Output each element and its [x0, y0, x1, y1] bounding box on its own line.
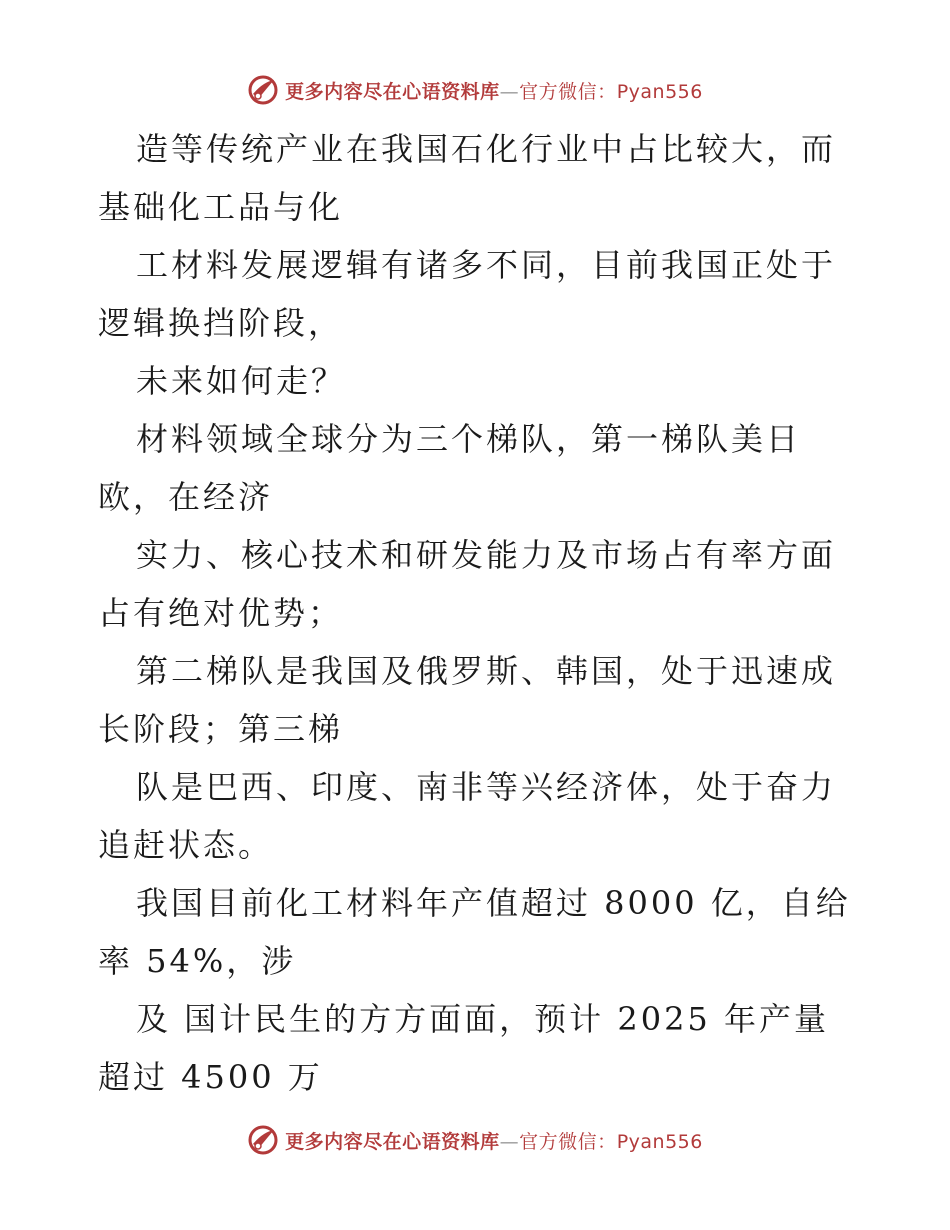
paragraph: 及 国计民生的方方面面，预计 2025 年产量超过 4500 万 — [98, 1000, 829, 1096]
banner-dash: — — [499, 1130, 520, 1153]
banner-wechat-id: Pyan556 — [616, 1130, 703, 1153]
paragraph: 造等传统产业在我国石化行业中占比较大，而基础化工品与化 — [98, 130, 837, 226]
brush-seal-logo-icon — [247, 74, 279, 106]
banner-label: 官方微信： — [519, 80, 617, 103]
paragraph: 队是巴西、印度、南非等兴经济体，处于奋力追赶状态。 — [98, 768, 837, 864]
paragraph: 未来如何走？ — [136, 362, 347, 400]
banner-wechat-id: Pyan556 — [616, 80, 703, 103]
document-body — [98, 120, 858, 1106]
paragraph: 我国目前化工材料年产值超过 8000 亿，自给率 54%，涉 — [98, 884, 851, 980]
footer-banner — [0, 1120, 950, 1160]
paragraph: 工材料发展逻辑有诸多不同，目前我国正处于逻辑换挡阶段， — [98, 246, 837, 342]
brush-seal-logo-icon — [247, 1124, 279, 1156]
banner-title: 更多内容尽在心语资料库 — [285, 80, 500, 103]
banner-title: 更多内容尽在心语资料库 — [285, 1130, 500, 1153]
paragraph: 实力、核心技术和研发能力及市场占有率方面占有绝对优势； — [98, 536, 837, 632]
banner-label: 官方微信： — [519, 1130, 617, 1153]
banner-dash: — — [499, 80, 520, 103]
paragraph: 材料领域全球分为三个梯队，第一梯队美日欧，在经济 — [98, 420, 802, 516]
banner-text — [285, 77, 703, 104]
header-banner — [0, 70, 950, 110]
banner-text — [285, 1127, 703, 1154]
paragraph: 第二梯队是我国及俄罗斯、韩国，处于迅速成长阶段；第三梯 — [98, 652, 837, 748]
